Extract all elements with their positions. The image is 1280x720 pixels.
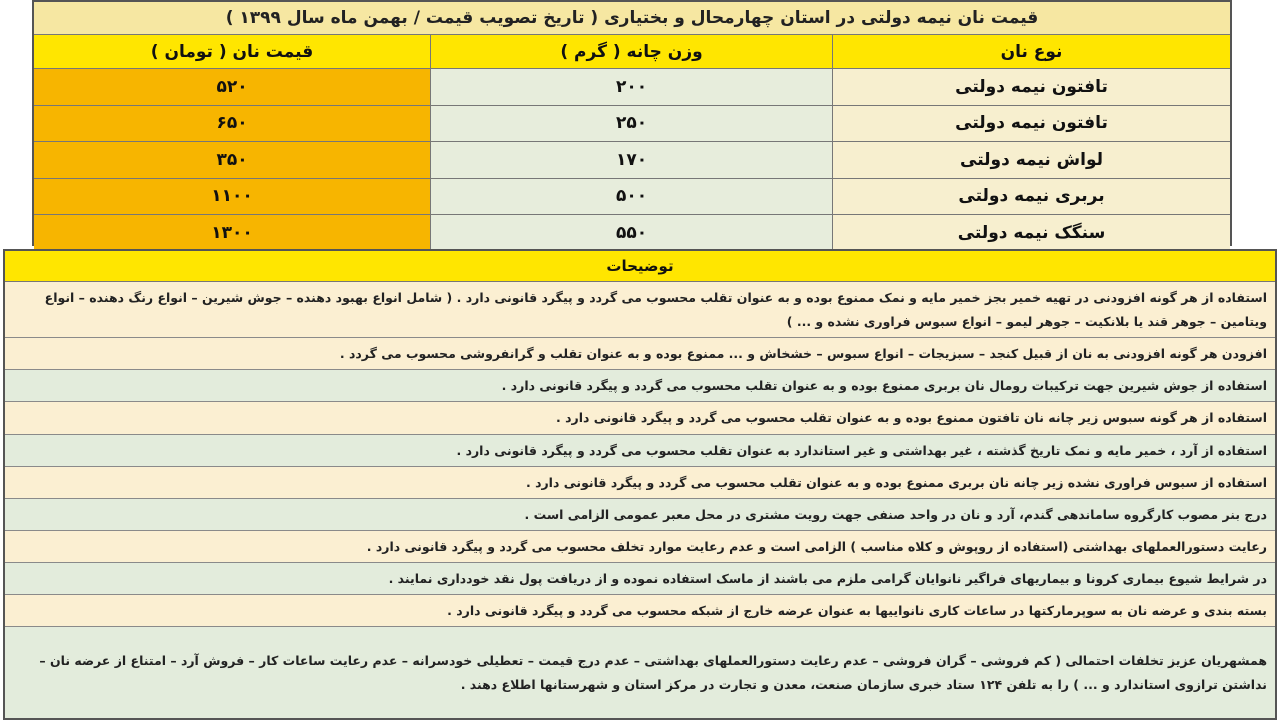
column-header-type: نوع نان xyxy=(832,35,1230,68)
bread-type-cell: تافتون نیمه دولتی xyxy=(832,69,1230,105)
table-row xyxy=(34,69,1230,106)
table-row xyxy=(34,179,1230,216)
notes-table xyxy=(3,249,1277,720)
note-item xyxy=(5,435,1275,467)
note-text: رعایت دستورالعملهای بهداشتی (استفاده از روپوش و کلاه مناسب ) الزامی است و عدم رعایت موارد تخلف محسوب می گردد و پیگرد قانونی دارد . xyxy=(366,538,1267,554)
weight-cell: ۲۵۰ xyxy=(430,106,832,142)
note-text: استفاده از جوش شیرین جهت ترکیبات رومال نان بربری ممنوع بوده و به عنوان تقلب محسوب می گردد و پیگرد قانونی دارد . xyxy=(501,377,1267,393)
note-item xyxy=(5,627,1275,718)
bread-type-cell: بربری نیمه دولتی xyxy=(832,179,1230,215)
bread-type-cell: لواش نیمه دولتی xyxy=(832,142,1230,178)
bread-type-cell: سنگک نیمه دولتی xyxy=(832,215,1230,251)
note-item xyxy=(5,595,1275,627)
price-cell: ۶۵۰ xyxy=(34,106,430,142)
bread-type-cell: تافتون نیمه دولتی xyxy=(832,106,1230,142)
note-item xyxy=(5,370,1275,402)
note-text: استفاده از آرد ، خمیر مایه و نمک تاریخ گذشته ، غیر بهداشتی و غیر استاندارد به عنوان تقلب محسوب می گردد و پیگرد قانونی دارد . xyxy=(456,442,1267,458)
note-item xyxy=(5,338,1275,370)
table-row xyxy=(34,106,1230,143)
note-item xyxy=(5,499,1275,531)
weight-cell: ۵۵۰ xyxy=(430,215,832,251)
price-table xyxy=(32,0,1232,246)
note-text: درج بنر مصوب کارگروه ساماندهی گندم، آرد و نان در واحد صنفی جهت رویت مشتری در محل معبر عمومی الزامی است . xyxy=(524,506,1267,522)
table-row xyxy=(34,142,1230,179)
note-text: همشهریان عزیز تخلفات احتمالی ( کم فروشی – گران فروشی – عدم رعایت دستورالعملهای بهداشتی – عدم درج قیمت – تعطیلی خودسرانه – عدم رعایت ساعات کار – فروش آرد – امتناع از عرضه نان – نداشتن ترازوی استاندارد و ... ) را به تلفن ۱۲۴ ستاد خبری سازمان صنعت، معدن و تجارت در مرکز استان و شهرستانها اطلاع دهند . xyxy=(39,652,1267,692)
note-text: در شرایط شیوع بیماری کرونا و بیماریهای فراگیر نانوایان گرامی ملزم می باشند از ماسک استفاده نموده و از دریافت پول نقد خودداری نمایند . xyxy=(388,570,1267,586)
column-header-price: قیمت نان ( تومان ) xyxy=(34,35,430,68)
note-item xyxy=(5,402,1275,435)
price-cell: ۱۳۰۰ xyxy=(34,215,430,251)
note-text: بسته بندی و عرضه نان به سوپرمارکتها در ساعات کاری نانواییها به عنوان عرضه خارج از شبکه محسوب می گردد و پیگرد قانونی دارد . xyxy=(447,602,1267,618)
note-item xyxy=(5,531,1275,563)
price-cell: ۱۱۰۰ xyxy=(34,179,430,215)
weight-cell: ۲۰۰ xyxy=(430,69,832,105)
note-text: استفاده از سبوس فراوری نشده زیر چانه نان بربری ممنوع بوده و به عنوان تقلب محسوب می گردد و پیگرد قانونی دارد . xyxy=(525,474,1267,490)
table-header-row xyxy=(34,35,1230,69)
note-item xyxy=(5,563,1275,595)
price-cell: ۳۵۰ xyxy=(34,142,430,178)
note-text: استفاده از هر گونه افزودنی در تهیه خمیر بجز خمیر مایه و نمک ممنوع بوده و به عنوان تقلب محسوب می گردد و پیگرد قانونی دارد . ( شامل انواع بهبود دهنده – جوش شیرین – انواع رنگ دهنده – انواع ویتامین – جوهر قند یا بلانکیت – جوهر لیمو – انواع سبوس فراوری نشده و ... ) xyxy=(44,289,1267,329)
note-item xyxy=(5,282,1275,338)
column-header-weight: وزن چانه ( گرم ) xyxy=(430,35,832,68)
notes-header: توضیحات xyxy=(5,251,1275,282)
price-cell: ۵۲۰ xyxy=(34,69,430,105)
table-row xyxy=(34,215,1230,251)
weight-cell: ۵۰۰ xyxy=(430,179,832,215)
note-item xyxy=(5,467,1275,499)
table-title: قیمت نان نیمه دولتی در استان چهارمحال و بختیاری ( تاریخ تصویب قیمت / بهمن ماه سال ۱۳۹۹ ) xyxy=(34,2,1230,35)
note-text: افزودن هر گونه افزودنی به نان از قبیل کنجد – سبزیجات – انواع سبوس – خشخاش و ... ممنوع بوده و به عنوان تقلب و گرانفروشی محسوب می گردد . xyxy=(339,345,1267,361)
note-text: استفاده از هر گونه سبوس زیر چانه نان تافتون ممنوع بوده و به عنوان تقلب محسوب می گردد و پیگرد قانونی دارد . xyxy=(556,410,1267,425)
weight-cell: ۱۷۰ xyxy=(430,142,832,178)
